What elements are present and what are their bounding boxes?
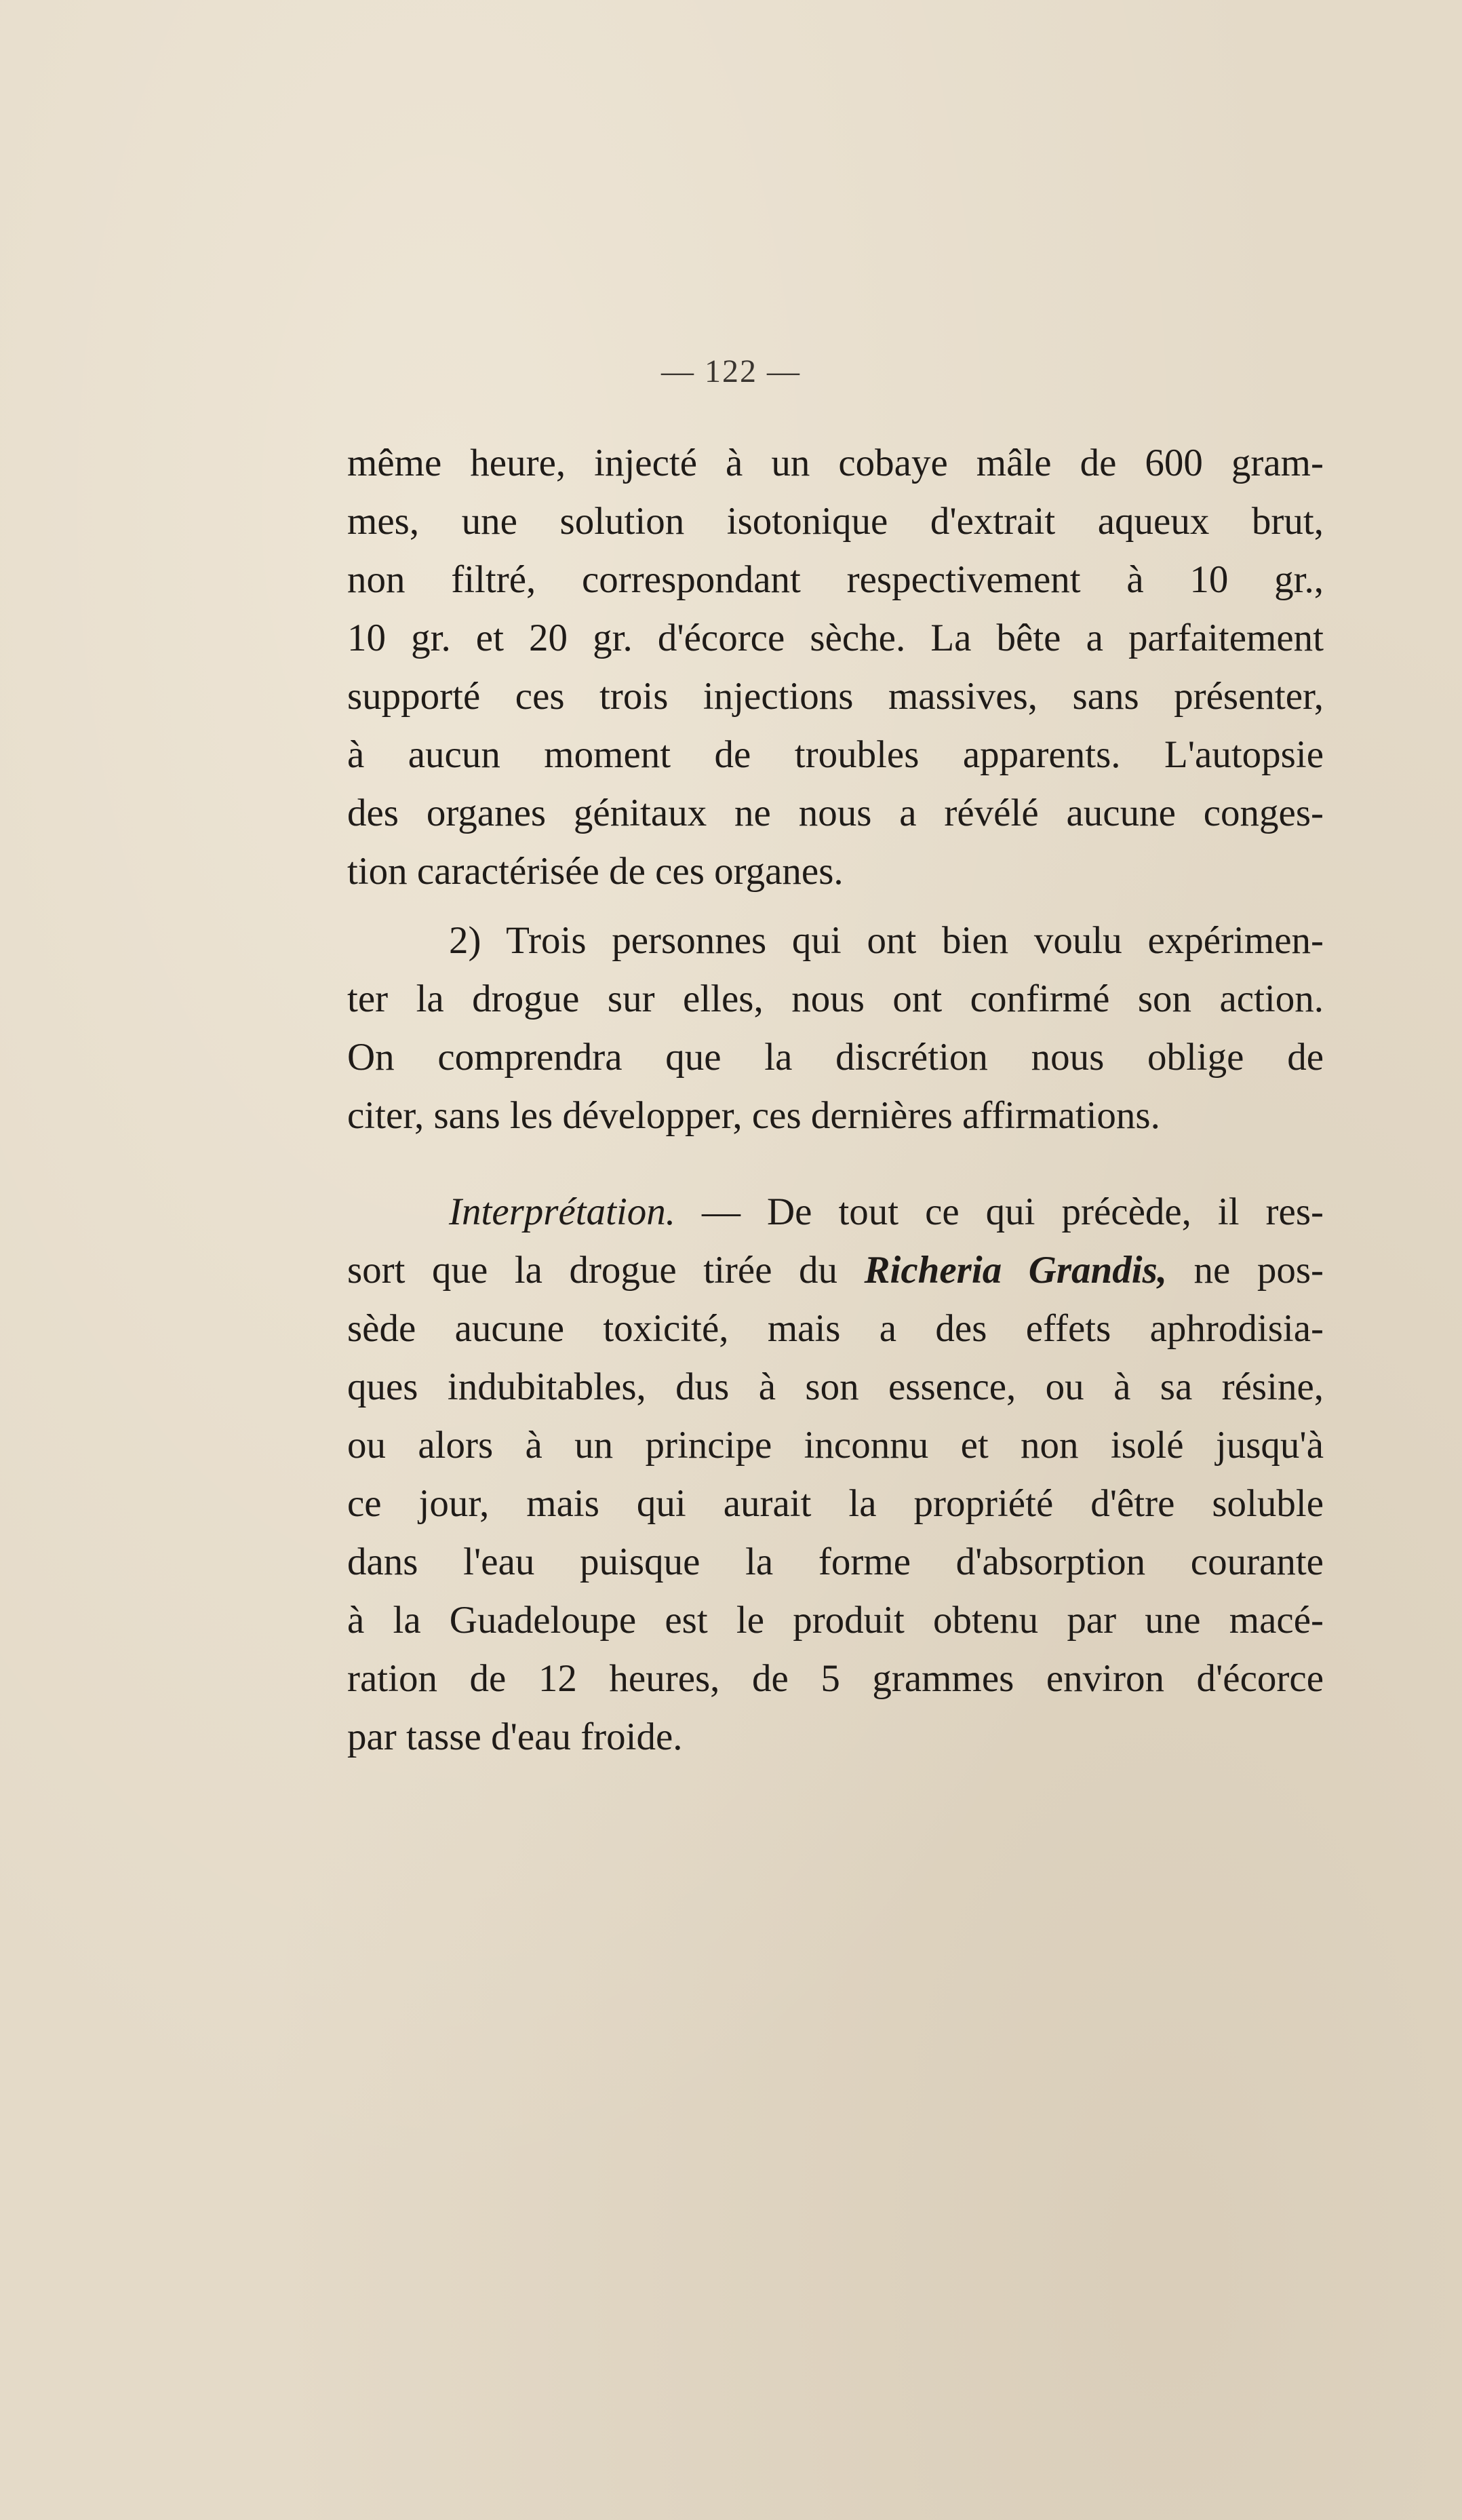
text-line: ter la drogue sur elles, nous ont confirmé son action. (347, 977, 1324, 1020)
text-line: supporté ces trois injections massives, sans présenter, (347, 675, 1324, 718)
text-line: dans l'eau puisque la forme d'absorption courante (347, 1540, 1324, 1583)
text-fragment: sort que la drogue tirée du (347, 1249, 865, 1292)
text-fragment: ne pos- (1167, 1249, 1324, 1292)
paragraph-2 (347, 912, 1324, 1145)
text-line: non filtré, correspondant respectivement à 10 gr., (347, 558, 1324, 601)
text-line: par tasse d'eau froide. (347, 1715, 683, 1758)
paragraph-1 (347, 434, 1324, 901)
text-line (347, 1241, 1324, 1300)
text-line: ce jour, mais qui aurait la propriété d'être soluble (347, 1482, 1324, 1525)
text-line (347, 1183, 1324, 1241)
species-name: Richeria Grandis, (864, 1249, 1168, 1292)
text-line: ou alors à un principe inconnu et non isolé jusqu'à (347, 1424, 1324, 1467)
text-line: tion caractérisée de ces organes. (347, 850, 844, 893)
text-line: à aucun moment de troubles apparents. L'autopsie (347, 733, 1324, 776)
text-line: ration de 12 heures, de 5 grammes environ d'écorce (347, 1657, 1324, 1700)
text-line: même heure, injecté à un cobaye mâle de 600 gram- (347, 442, 1324, 484)
interpretation-section (347, 1183, 1324, 1766)
text-line: mes, une solution isotonique d'extrait aqueux brut, (347, 500, 1324, 543)
text-line: 10 gr. et 20 gr. d'écorce sèche. La bête a parfaitement (347, 617, 1324, 659)
text-line: citer, sans les développer, ces dernières affirmations. (347, 1094, 1160, 1137)
text-line: On comprendra que la discrétion nous oblige de (347, 1036, 1324, 1079)
section-heading: Interprétation. (449, 1190, 676, 1233)
text-line: ques indubitables, dus à son essence, ou à sa résine, (347, 1365, 1324, 1408)
text-line: sède aucune toxicité, mais a des effets aphrodisia- (347, 1307, 1324, 1350)
page-number: — 122 — (661, 353, 801, 389)
body-text (347, 434, 1324, 1766)
text-fragment: — De tout ce qui précède, il res- (675, 1190, 1324, 1233)
text-line: des organes génitaux ne nous a révélé aucune conges- (347, 792, 1324, 834)
text-line: 2) Trois personnes qui ont bien voulu expérimen- (449, 919, 1324, 962)
text-line: à la Guadeloupe est le produit obtenu par une macé- (347, 1599, 1324, 1642)
